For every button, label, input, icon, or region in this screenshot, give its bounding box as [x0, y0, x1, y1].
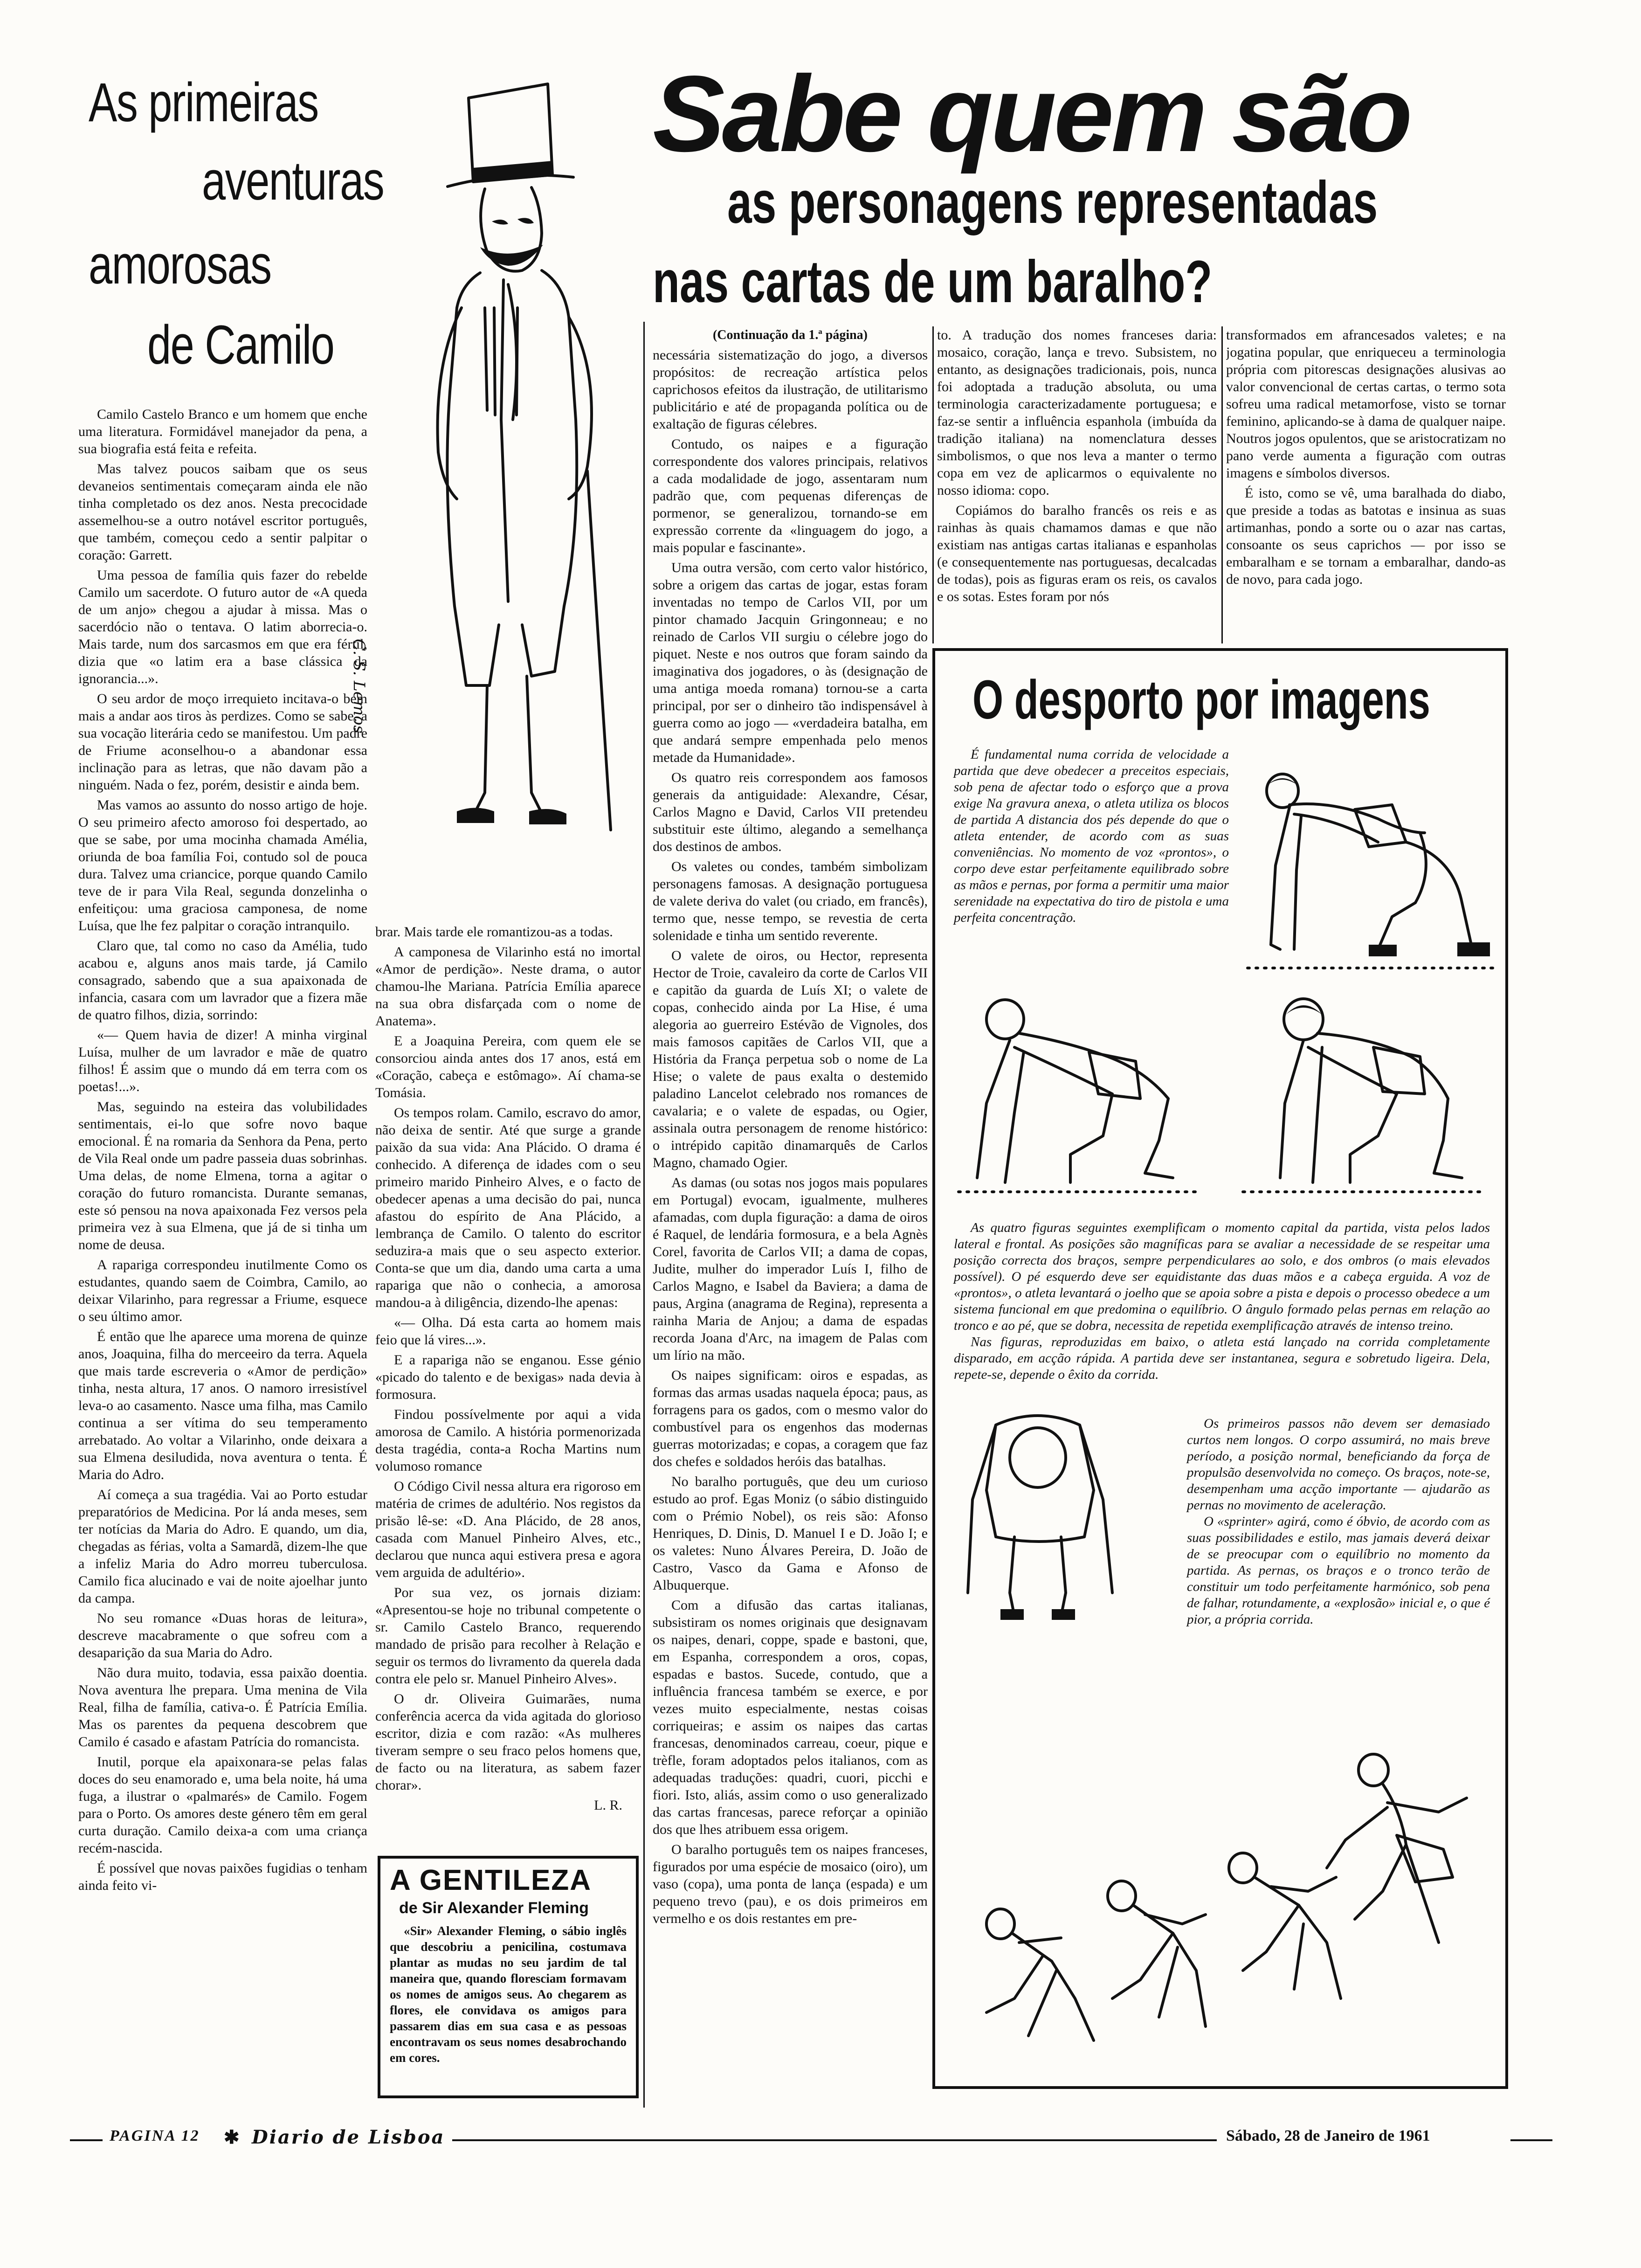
- gentileza-text: «Sir» Alexander Fleming, o sábio inglês que descobriu a penicilina, costumava plantar as mudas no seu jardim de tal maneira que, quando floresciam formavam os nomes de amigos seus. Ao chegarem as flores, ele convidava os amigos para passarem dias em sua casa e as pessoas encontravam os seus nomes desabrochando em cores.: [390, 1924, 627, 2065]
- desporto-caption-3-text: Os primeiros passos não devem ser demasiado curtos nem longos. O corpo assumirá, no mais breve período, a posição normal, beneficiando da força de propulsão desenvolvida no começo. Os braços, note-se, desempenham uma acção importante — ajudarão as pernas no movimento de aceleração.: [1187, 1416, 1490, 1513]
- camilo-paragraph: O dr. Oliveira Guimarães, numa conferência acerca da vida agitada do glorioso escritor, dizia e com razão: «As mulheres tiveram sempre o seu fraco pelos homens que, de facto ou na literatura, as sabem fazer chorar».: [375, 1691, 641, 1793]
- camilo-paragraph: O seu ardor de moço irrequieto incitava-o bem mais a andar aos tiros às perdizes. Como se sabe, a sua vocação literária cedo se manifestou. Um padre de Friume aconselhou-o a abandonar essa inclinação para as letras, que não davam pão a ninguém. Nada o fez, porém, desistir e ainda bem.: [78, 691, 367, 793]
- camilo-caricature: [350, 65, 639, 895]
- cards-paragraph: Copiámos do baralho francês os reis e as rainhas às quais chamamos damas e que não existiam nas antigas cartas italianas e espanholas (e consequentemente nas portuguesas, decalcadas de todas), pois as figuras eram os reis, os cavalos e os sotas. Estes foram por nós: [937, 503, 1217, 604]
- desporto-caption-2: [954, 1220, 1490, 1383]
- camilo-paragraph: Mas talvez poucos saibam que os seus devaneios sentimentais começaram ainda ele não tinha completado os dez anos. Nesta precocidade assemelhou-se a outro notável escritor português, que também, começou cedo a sentir palpitar o coração: Garrett.: [78, 461, 367, 563]
- camilo-paragraph: Inutil, porque ela apaixonara-se pelas falas doces do seu enamorado e, uma bela noite, há uma fuga, a ilustrar o «palmarés» de Camilo. Fogem para o Porto. Os amores deste género têm em geral curta duração. Camilo deixa-a com uma criança recém-nascida.: [78, 1754, 367, 1856]
- camilo-headline: [78, 70, 414, 378]
- cards-paragraph: O valete de oiros, ou Hector, representa Hector de Troie, cavaleiro da corte de Carlos VII e capitão da guarda de Luís XI; o valete de copas, conhecido ainda por La Hise, é uma alegoria ao guerreiro Estévão de Vignoles, dos mais famosos capitães de Carlos VII, que a História da França perpetua sob o nome de La Hise; o valete de paus exalta o destemido paladino Lancelot celebrado nos romances de cavalaria; e o valete de espadas, ou Ogier, assinala outra personagem de renome histórico: o intrépido capitão dinamarquês de Carlos Magno, chamado Ogier.: [653, 948, 928, 1170]
- cards-paragraph: transformados em afrancesados valetes; e na jogatina popular, que enriqueceu a terminologia própria com pitorescas designações alusivas ao valor convencional de certas cartas, o termo sota sofreu uma radical metamorfose, visto se tornar feminino, aplicando-se à dama de qualquer naipe. Noutros jogos opulentos, que se aristocratizam no pano verde aumenta a figuração com outras imagens e símbolos diversos.: [1226, 327, 1506, 481]
- desporto-caption-1: [954, 747, 1229, 926]
- footer-rule-left: [70, 2139, 103, 2141]
- cards-paragraph: Com a difusão das cartas italianas, subsistiram os nomes originais que designavam os naipes, denari, coppe, spade e bastoni, que, em Espanha, correspondem a oros, copas, espadas e bastos. Sucede, contudo, que a influência francesa também se exerce, e por vezes muito especialmente, nestas coisas corriqueiras; e assim os naipes das cartas francesas, denominados carreau, coeur, pique e trèfle, foram adoptados pelos italianos, com as adequadas traduções: quadri, cuori, picchi e fiori. Isto, aliás, assim como o uso generalizado das cartas francesas, parece reforçar a opinião dos que lhes atribuem essa origem.: [653, 1597, 928, 1837]
- footer-rule-mid: [452, 2139, 1217, 2141]
- athlete-running-sequence-figure: [972, 1737, 1476, 2064]
- camilo-paragraph: Camilo Castelo Branco e um homem que enche uma literatura. Formidável manejador da pena, a sua biografia está feita e refeita.: [78, 407, 367, 456]
- footer-rule-right: [1510, 2139, 1552, 2141]
- camilo-headline-line-3: amorosas: [89, 234, 271, 296]
- gentileza-subtitle: de Sir Alexander Fleming: [399, 1899, 589, 1917]
- camilo-paragraph: Aí começa a sua tragédia. Vai ao Porto estudar preparatórios de Medicina. Por lá anda meses, sem ter notícias da Maria do Adro. E quando, um dia, chegadas as férias, volta a Samardã, dizem-lhe que a infeliz Maria do Adro morreu tuberculosa. Camilo fica alucinado e vai de noite ajoelhar junto da campa.: [78, 1487, 367, 1606]
- camilo-paragraph: E a Joaquina Pereira, com quem ele se consorciou ainda antes dos 17 anos, está em «Coração, cabeça e estômago». Aí chama-se Tomásia.: [375, 1033, 641, 1100]
- camilo-paragraph: Findou possívelmente por aqui a vida amorosa de Camilo. A história pormenorizada desta tragédia, conta-a Rocha Martins num volumoso romance: [375, 1407, 641, 1474]
- cards-article-column-1: [653, 326, 928, 2103]
- camilo-paragraph: «— Quem havia de dizer! A minha virginal Luísa, mulher de um lavrador e mãe de quatro filhos! É assim que o mundo dá em terra com os poetas!...».: [78, 1027, 367, 1094]
- camilo-paragraph: Não dura muito, todavia, essa paixão doentia. Nova aventura lhe prepara. Uma menina de Vila Real, filha de família, cativa-o. É Patrícia Emília. Mas os parentes da pequena descobrem que Camilo é casado e afastam Patrícia do romancista.: [78, 1665, 367, 1749]
- camilo-author: L. R.: [594, 1798, 622, 1813]
- cards-paragraph: É isto, como se vê, uma baralhada do diabo, que preside a todas as batotas e insinua as suas artimanhas, pondo a sorte ou o azar nas cartas, consoante os seus caprichos — por isso se embaralham e se tornam a embaralhar, dando-as de novo, para cada jogo.: [1226, 485, 1506, 587]
- camilo-paragraph: «— Olha. Dá esta carta ao homem mais feio que lá vires...».: [375, 1315, 641, 1348]
- camilo-paragraph: Claro que, tal como no caso da Amélia, tudo acabou e, alguns anos mais tarde, já Camilo consagrado, sabendo que a sua apaixonada de infancia, casara com um lavrador que a fizera mãe de quatro filhos, dizia, sorrindo:: [78, 938, 367, 1023]
- desporto-caption-3: [1187, 1416, 1490, 1628]
- cards-paragraph: Os valetes ou condes, também simbolizam personagens famosas. A designação portuguesa de valete deriva do valet (ou criado, em francês), termo que, nesse tempo, se revestia de certa solenidade e tinha um sentido reverente.: [653, 859, 928, 943]
- star-icon: ✱: [224, 2127, 240, 2148]
- gentileza-box: [378, 1856, 639, 2098]
- camilo-caricature-drawing: [368, 65, 639, 895]
- footer: [70, 2126, 1562, 2159]
- column-rule: [932, 326, 934, 643]
- desporto-caption-1-text: É fundamental numa corrida de velocidade a partida que deve obedecer a preceitos especiais, sob pena de afectar todo o esforço que a prova exige Na gravura anexa, o atleta utiliza os blocos de partida A distancia dos pés depende do que o atleta entender, de acordo com as suas conveniências. No momento de voz «prontos», o corpo deve estar perfeitamente equilibrado sobre as mãos e pernas, por forma a permitir uma maior serenidade na expectativa do tiro de pistola e uma perfeita concentração.: [954, 747, 1229, 925]
- cards-article-column-2: [937, 326, 1217, 643]
- camilo-paragraph: Mas, seguindo na esteira das volubilidades sentimentais, ei-lo que sofre novo baque emocional. É na romaria da Senhora da Pena, perto de Vila Real onde um padre passeia duas sobrinhas. Uma delas, de nome Elmena, torna a agitar o coração do futuro romancista. Durante semanas, este só pensou na nova apaixonada Fez versos pela primeira vez à sua Elmena, que já de si tinha um nome de deusa.: [78, 1099, 367, 1252]
- cards-paragraph: to. A tradução dos nomes franceses daria: mosaico, coração, lança e trevo. Subsistem, no entanto, as designações tradicionais, pois, nunca foi adoptada a tradução absoluta, ou uma terminologia caracterizadamente portuguesa; e faz-se sentir a influência espanhola (imbuída da tradição italiana) na nomenclatura desses simbolismos, o que nos leva a manter o termo copa em vez de aplicarmos o equivalente no nosso idioma: copo.: [937, 327, 1217, 498]
- footer-masthead: Diario de Lisboa: [252, 2126, 445, 2148]
- camilo-paragraph: É então que lhe aparece uma morena de quinze anos, Joaquina, filha do merceeiro da terra. Aquela que mais tarde escreveria o «Amor de perdição» tinha, nesta altura, 17 anos. O namoro irresistível leva-o ao casamento. Nasce uma filha, mas Camilo continua a ser vítima do seu temperamento arrebatado. Ao voltar a Vilarinho, onde deixara a sua Elmena desiludida, nova aventura o tenta. É Maria do Adro.: [78, 1329, 367, 1482]
- cards-paragraph: Uma outra versão, com certo valor histórico, sobre a origem das cartas de jogar, estas foram inventadas no tempo de Carlos VII, por um pintor chamado Jacquin Gringonneau; e no reinado de Carlos VII surgiu o célebre jogo do piquet. Neste e nos outros que foram saindo da imaginativa dos jogadores, o às (designação de uma antiga moeda romana) tornou-se a carta principal, por ser o dinheiro tão indispensável à guerra como ao jogo — «verdadeira batalha, em que andará sempre empenhada pelo menos metade da Humanidade».: [653, 560, 928, 765]
- camilo-paragraph: No seu romance «Duas horas de leitura», descreve macabramente o que sofreu com a desaparição da sua Maria do Adro.: [78, 1611, 367, 1660]
- cards-paragraph: As damas (ou sotas nos jogos mais populares em Portugal) evocam, igualmente, mulheres afamadas, com dupla figuração: a dama de oiros é Raquel, de lendária formosura, e a bela Agnès Corel, favorita de Carlos VII; a dama de copas, Judite, mulher do imperador Luís I, filho de Carlos Magno, e Isabel da Baviera; a dama de paus, Argina (anagrama de Regina), representa a rainha Maria de Anjou; a dama de espadas recorda Joana d'Arc, na imagem de Palas com um lírio na mão.: [653, 1175, 928, 1363]
- camilo-paragraph: Os tempos rolam. Camilo, escravo do amor, não deixa de sentir. Até que surge a grande paixão da sua vida: Ana Plácido. O drama é conhecido. A diferença de idades com o seu primeiro marido Pinheiro Alves, e o facto de obedecer apenas a uma decisão do pai, nunca afastou do espírito de Ana Plácido, a lembrança de Camilo. O talento do escritor seduzira-a mais que o seu aspecto exterior. Conta-se que um dia, dando uma carta a uma rapariga que não o conhecia, a amorosa mandou-a à diligência, dizendo-lhe apenas:: [375, 1105, 641, 1310]
- camilo-paragraph: E a rapariga não se enganou. Esse génio «picado do talento e de bexigas» nada devia à formosura.: [375, 1352, 641, 1402]
- camilo-headline-line-1: As primeiras: [89, 72, 318, 133]
- cards-headline: Sabe quem são: [653, 54, 1410, 174]
- column-rule: [1221, 326, 1223, 643]
- camilo-headline-line-2: aventuras: [202, 150, 384, 212]
- camilo-paragraph: brar. Mais tarde ele romantizou-as a todas.: [375, 924, 613, 940]
- camilo-paragraph: O Código Civil nessa altura era rigoroso em matéria de crimes de adultério. Nos registos da prisão lê-se: «D. Ana Plácido, de 28 anos, casada com Manuel Pinheiro Alves, etc., declarou que nunca aqui estivera presa e agora vem arguida de adultério».: [375, 1479, 641, 1580]
- cards-article-column-3: [1226, 326, 1506, 643]
- camilo-paragraph: Mas vamos ao assunto do nosso artigo de hoje. O seu primeiro afecto amoroso foi despertado, ao que se sabe, por uma mocinha chamada Amélia, oriunda de boa família Foi, contudo sol de pouca dura. Talvez uma criancice, porque quando Camilo teve de ir para Vila Real, segunda donzelinha o enfeitiçou: uma graciosa camponesa, de nome Luísa, que lhe fez palpitar o coração intranquilo.: [78, 797, 367, 933]
- cards-paragraph: Os naipes significam: oiros e espadas, as formas das armas usadas naquela época; paus, as forragens para os gados, com o mesmo valor do combustível para os engenhos das modernas guerras motorizadas; e copas, a coragem que faz dos chefes e soldados heróis das batalhas.: [653, 1368, 928, 1469]
- desporto-title: O desporto por imagens: [972, 669, 1430, 731]
- footer-date: Sábado, 28 de Janeiro de 1961: [1226, 2127, 1430, 2144]
- desporto-caption-2a: As quatro figuras seguintes exemplificam o momento capital da partida, vista pelos lados lateral e frontal. As posições são magníficas para se avaliar a necessidade de se respeitar uma posição correcta dos braços, sempre perpendiculares ao solo, e dos ombros (o mais elevados possível). O pé esquerdo deve ser equidistante das duas mãos e a cabeça erguida. A voz de «prontos», o atleta levantará o joelho que se apoia sobre a pista e depois o processo obedece a um sistema funcional em que predomina o equilíbrio. O ângulo formado pelas pernas em relação ao tronco e ao pé, que se dobra, necessita de repetida exemplificação através de intenso treino.: [954, 1220, 1490, 1333]
- gentileza-title: A GENTILEZA: [390, 1864, 592, 1896]
- cards-paragraph: necessária sistematização do jogo, a diversos propósitos: de recreação artística pelos caprichosos efeitos da ilustração, de utilitarismo publicitário e até de propaganda política ou de exaltação de figuras célebres.: [653, 347, 928, 432]
- cards-paragraph: Contudo, os naipes e a figuração correspondente dos valores principais, relativos a cada modalidade de jogo, assentaram num padrão que, com pequenas diferenças de pormenor, se generalizou, tornando-se em expressão corrente da «linguagem do jogo, a mais popular e fascinante».: [653, 436, 928, 555]
- athlete-set-front-figure: [1234, 987, 1495, 1206]
- cards-subhead-2: nas cartas de um baralho?: [653, 249, 1213, 315]
- desporto-caption-4-text: O «sprinter» agirá, como é óbvio, de acordo com as suas possibilidades e estilo, mas jamais deverá deixar de se preocupar com o equilíbrio no momento da partida. As pernas, os braços e o tronco terão de constituir um todo perfeitamente harmónico, sob pena de falhar, rotundamente, a «explosão» inicial e, o que é pior, a própria corrida.: [1187, 1514, 1490, 1627]
- caricature-signature: C. S. Lemos: [350, 639, 368, 733]
- camilo-paragraph: A camponesa de Vilarinho está no imortal «Amor de perdição». Neste drama, o autor chamou-lhe Mariana. Patrícia Emília aparece na sua obra disfarçada com o nome de Anatema».: [375, 944, 641, 1029]
- cards-paragraph: Os quatro reis correspondem aos famosos generais da antiguidade: Alexandre, César, Carlos Magno e David, Carlos VII pretendeu substituir este último, alegando a semelhança dos destinos de ambos.: [653, 770, 928, 854]
- column-rule: [643, 322, 645, 2108]
- camilo-paragraph: Uma pessoa de família quis fazer do rebelde Camilo um sacerdote. O futuro autor de «A queda de um anjo» chegou a ajudar à missa. Mas o sacerdócio não o tentava. O latim aborrecia-o. Mais tarde, num dos sarcasmos em que era fértil, dizia que «o latim era a base clássica da ignorancia...».: [78, 567, 367, 686]
- athlete-in-blocks-figure: [1238, 749, 1499, 1001]
- desporto-box: [932, 648, 1508, 2089]
- continuation-note: (Continuação da 1.ª página): [712, 328, 868, 342]
- camilo-headline-line-4: de Camilo: [147, 314, 334, 376]
- cards-subhead-1: as personagens representadas: [727, 169, 1378, 236]
- camilo-paragraph: É possível que novas paixões fugidias o tenham ainda feito vi-: [78, 1860, 367, 1893]
- cards-paragraph: No baralho português, que deu um curioso estudo ao prof. Egas Moniz (o sábio distinguido com o Prémio Nobel), os reis são: Afonso Henriques, D. Dinis, D. Manuel I e D. João I; e os valetes: Nuno Álvares Pereira, D. João de Castro, Vasco da Gama e Afonso de Albuquerque.: [653, 1474, 928, 1593]
- athlete-frontal-start-figure: [945, 1397, 1140, 1630]
- athlete-set-side-figure: [949, 987, 1210, 1206]
- camilo-paragraph: A rapariga correspondeu inutilmente Como os estudantes, quando saem de Coimbra, Camilo, ao deixar Vilarinho, para regressar a Friume, esquece o seu último amor.: [78, 1257, 367, 1324]
- desporto-caption-2b: Nas figuras, reproduzidas em baixo, o atleta está lançado na corrida completamente disparado, em acção rápida. A partida deve ser instantanea, segura e sobretudo ligeira. Dela, repete-se, depende o êxito da corrida.: [954, 1335, 1490, 1382]
- footer-page-number: PAGINA 12: [110, 2127, 200, 2144]
- camilo-paragraph: Por sua vez, os jornais diziam: «Apresentou-se hoje no tribunal competente o sr. Camilo Castelo Branco, requerendo mandado de prisão para recolher à Relação e seguir os termos do livramento da querela dada contra ele pelo sr. Manuel Pinheiro Alves».: [375, 1585, 641, 1687]
- camilo-article-column-2: [375, 923, 641, 1846]
- camilo-article-column-1: [78, 406, 367, 2112]
- cards-paragraph: O baralho português tem os naipes franceses, figurados por uma espécie de mosaico (oiro), um vaso (copa), uma ponta de lança (espada) e um pequeno trevo (pau), e os dois primeiros em vermelho e os dois restantes em pre-: [653, 1842, 928, 1926]
